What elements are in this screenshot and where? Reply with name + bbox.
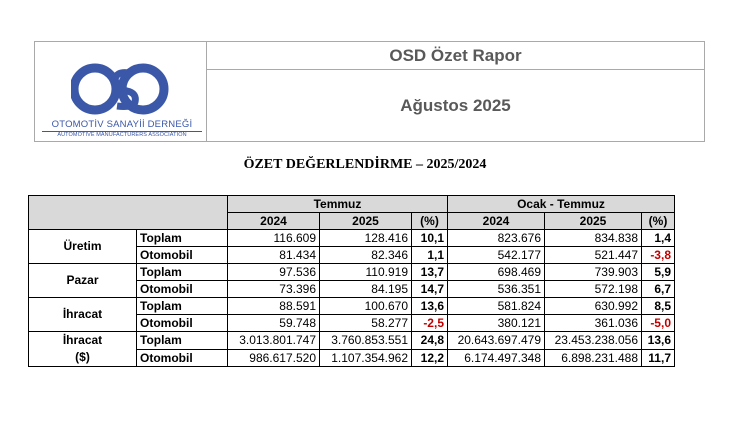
table-cell: 81.434 (228, 247, 320, 264)
row-label: Otomobil (137, 247, 228, 264)
table-row (29, 264, 675, 281)
percent-cell: -3,8 (642, 247, 675, 264)
osd-logo-mark (71, 60, 175, 118)
percent-cell: 13,6 (412, 298, 448, 315)
logo-text-en: AUTOMOTIVE MANUFACTURERS ASSOCIATION (42, 131, 202, 138)
column-header: 2024 (448, 213, 545, 230)
row-label: Toplam (137, 230, 228, 247)
table-cell: 97.536 (228, 264, 320, 281)
table-cell: 100.670 (320, 298, 412, 315)
report-title: OSD Özet Rapor (207, 42, 704, 70)
percent-cell: 6,7 (642, 281, 675, 298)
row-label: Toplam (137, 298, 228, 315)
percent-cell: 8,5 (642, 298, 675, 315)
table-cell: 698.469 (448, 264, 545, 281)
table-row (29, 298, 675, 315)
table-cell: 380.121 (448, 315, 545, 332)
row-group-label: Pazar (29, 264, 137, 298)
row-group-label-line1: İhracat (62, 333, 103, 347)
table-row (29, 332, 675, 350)
osd-logo (35, 42, 207, 141)
table-cell: 116.609 (228, 230, 320, 247)
percent-cell: 5,9 (642, 264, 675, 281)
table-cell: 3.013.801.747 (228, 332, 320, 350)
table-cell: 986.617.520 (228, 349, 320, 367)
table-cell: 6.898.231.488 (545, 349, 642, 367)
group-header-ytd: Ocak - Temmuz (448, 196, 675, 213)
percent-cell: 24,8 (412, 332, 448, 350)
column-header: 2024 (228, 213, 320, 230)
group-header-month: Temmuz (228, 196, 448, 213)
table-cell: 3.760.853.551 (320, 332, 412, 350)
percent-cell: -5,0 (642, 315, 675, 332)
table-cell: 84.195 (320, 281, 412, 298)
percent-cell: 14,7 (412, 281, 448, 298)
column-header: (%) (412, 213, 448, 230)
table-cell: 110.919 (320, 264, 412, 281)
table-cell: 361.036 (545, 315, 642, 332)
table-cell: 521.447 (545, 247, 642, 264)
table-cell: 73.396 (228, 281, 320, 298)
group-header-row (29, 196, 675, 213)
report-header (34, 41, 705, 142)
column-header: 2025 (545, 213, 642, 230)
table-cell: 23.453.238.056 (545, 332, 642, 350)
table-cell: 572.198 (545, 281, 642, 298)
table-cell: 739.903 (545, 264, 642, 281)
row-label: Toplam (137, 332, 228, 350)
percent-cell: 13,6 (642, 332, 675, 350)
logo-text-tr: OTOMOTİV SANAYİİ DERNEĞİ (51, 119, 193, 130)
percent-cell: 1,4 (642, 230, 675, 247)
table-cell: 88.591 (228, 298, 320, 315)
row-label: Otomobil (137, 349, 228, 367)
table-cell: 6.174.497.348 (448, 349, 545, 367)
table-cell: 82.346 (320, 247, 412, 264)
table-cell: 1.107.354.962 (320, 349, 412, 367)
row-label: Toplam (137, 264, 228, 281)
section-title: ÖZET DEĞERLENDİRME – 2025/2024 (243, 157, 487, 172)
table-cell: 542.177 (448, 247, 545, 264)
row-label: Otomobil (137, 315, 228, 332)
percent-cell: 10,1 (412, 230, 448, 247)
percent-cell: 1,1 (412, 247, 448, 264)
row-group-label: Üretim (29, 230, 137, 264)
percent-cell: 13,7 (412, 264, 448, 281)
table-cell: 536.351 (448, 281, 545, 298)
table-cell: 630.992 (545, 298, 642, 315)
table-cell: 20.643.697.479 (448, 332, 545, 350)
table-cell: 128.416 (320, 230, 412, 247)
column-header: (%) (642, 213, 675, 230)
row-group-label-line2: ($) (75, 350, 90, 364)
row-group-label: İhracat (29, 298, 137, 332)
percent-cell: 12,2 (412, 349, 448, 367)
row-group-label (29, 332, 137, 367)
percent-cell: 11,7 (642, 349, 675, 367)
table-cell: 823.676 (448, 230, 545, 247)
percent-cell: -2,5 (412, 315, 448, 332)
table-cell: 581.824 (448, 298, 545, 315)
column-header: 2025 (320, 213, 412, 230)
corner-cell (29, 196, 228, 230)
table-cell: 59.748 (228, 315, 320, 332)
row-label: Otomobil (137, 281, 228, 298)
table-row (29, 230, 675, 247)
table-cell: 834.838 (545, 230, 642, 247)
summary-table (28, 195, 675, 367)
report-period: Ağustos 2025 (400, 95, 511, 115)
table-cell: 58.277 (320, 315, 412, 332)
